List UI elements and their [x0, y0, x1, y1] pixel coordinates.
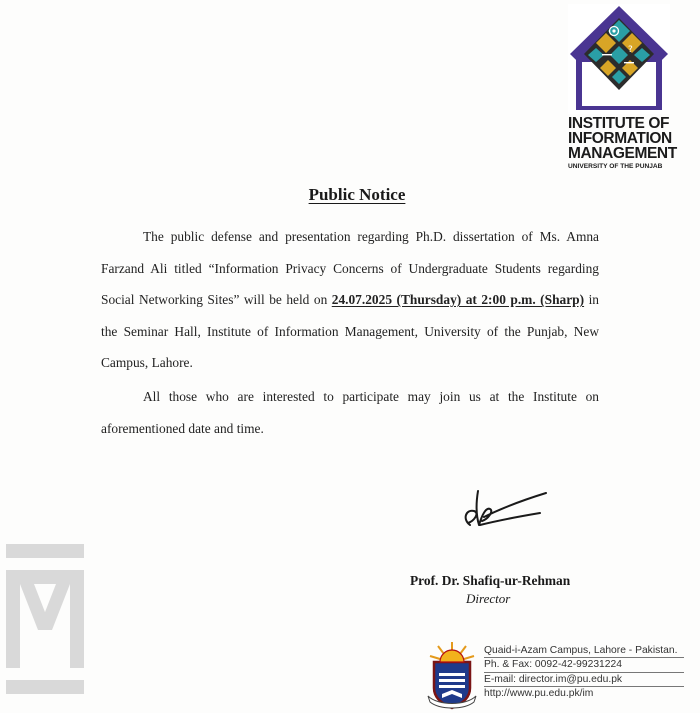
signatory-name: Prof. Dr. Shafiq-ur-Rehman — [410, 573, 571, 588]
contact-block — [484, 644, 684, 700]
page-title: Public Notice — [308, 185, 406, 204]
institute-logo-icon — [568, 4, 670, 114]
signatory-title: Director — [466, 591, 511, 606]
contact-address: Quaid-i-Azam Campus, Lahore - Pakistan. — [484, 645, 678, 656]
institute-logo — [568, 4, 678, 170]
notice-paragraph-1 — [101, 221, 599, 379]
institute-name: INSTITUTE OF INFORMATION MANAGEMENT — [568, 115, 677, 162]
notice-paragraph-2 — [101, 381, 599, 444]
contact-email[interactable]: E-mail: director.im@pu.edu.pk — [484, 673, 623, 685]
notice-invitation-text: All those who are interested to participate may join us at the Institute on aforementioned date and time. — [101, 389, 599, 436]
university-name: UNIVERSITY OF THE PUNJAB — [568, 163, 663, 170]
signature-icon — [456, 485, 552, 533]
svg-text:?: ? — [628, 45, 633, 55]
notice-text-b: in the Seminar Hall, Institute of Information Management, University of the Punjab, New Campus, Lahore. — [101, 292, 599, 370]
contact-website[interactable]: http://www.pu.edu.pk/im — [484, 687, 594, 699]
university-crest-icon — [424, 636, 480, 710]
contact-phone: Ph. & Fax: 0092-42-99231224 — [484, 659, 622, 671]
notice-text-a: The public defense and presentation regarding Ph.D. dissertation of Ms. Amna Farzand Ali titled “Information Privacy Concerns of Undergraduate Students regarding Social Networking Sites” will be held on — [101, 229, 599, 307]
event-datetime: 24.07.2025 (Thursday) at 2:00 p.m. (Sharp) — [331, 292, 585, 307]
iim-watermark-icon — [0, 540, 88, 713]
